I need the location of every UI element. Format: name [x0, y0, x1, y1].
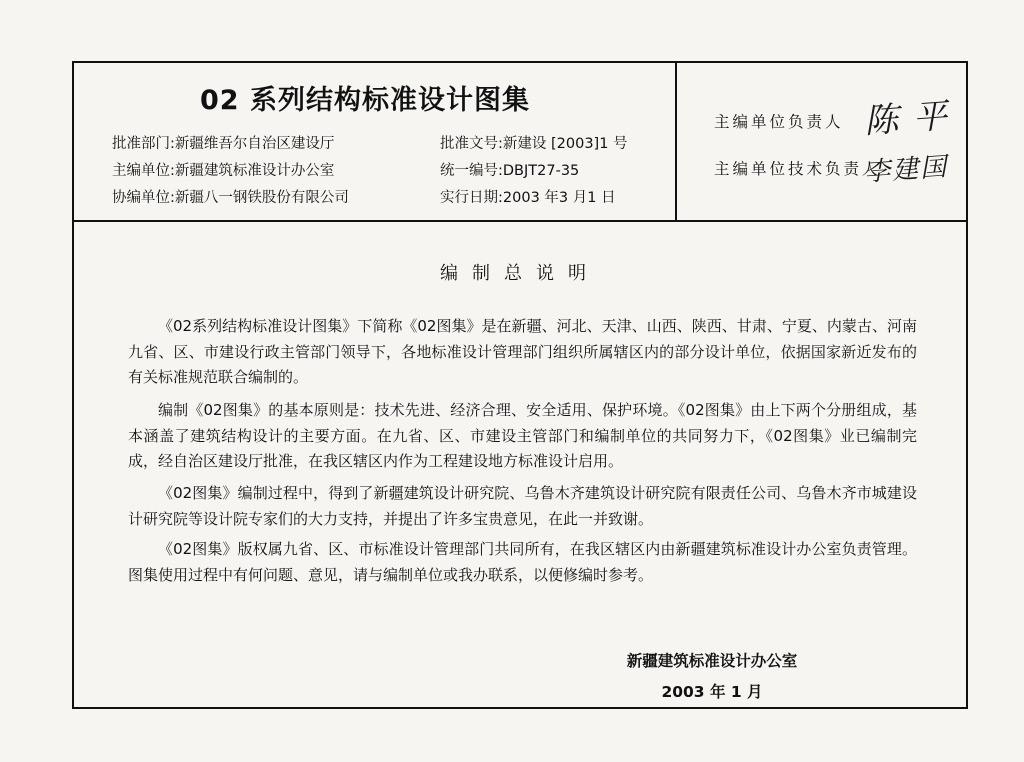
signoff-office: 新疆建筑标准设计办公室 [626, 652, 798, 670]
chief-unit-row [112, 159, 334, 180]
effective-date-value: 2003 年3 月1 日 [502, 190, 616, 206]
effective-date-row [440, 186, 616, 207]
approval-no-value: 新建设 [2003]1 号 [502, 136, 628, 152]
header-column-divider [675, 63, 677, 220]
chief-signature: 陈 平 [862, 96, 951, 142]
paragraph-2: 编制《02图集》的基本原则是：技术先进、经济合理、安全适用、保护环境。《02图集》由上下两个分册组成，基本涵盖了建筑结构设计的主要方面。在九省、区、市建设主管部门和编制单位的共同努力下，《02图集》业已编制完成，经自治区建设厅批准，在我区辖区内作为工程建设地方标准设计启用。 [128, 401, 917, 470]
approval-no-row [440, 132, 628, 153]
unified-no-label: 统一编号: [440, 163, 503, 179]
paragraph-1: 《02系列结构标准设计图集》下简称《02图集》是在新疆、河北、天津、山西、陕西、甘肃、宁夏、内蒙古、河南九省、区、市建设行政主管部门领导下，各地标准设计管理部门组织所属辖区内的部分设计单位，依据国家新近发布的有关标准规范联合编制的。 [128, 317, 917, 386]
paragraph-3: 《02图集》编制过程中，得到了新疆建筑设计研究院、乌鲁木齐建筑设计研究院有限责任公司、乌鲁木齐市城建设计研究院等设计院专家们的大力支持，并提出了许多宝贵意见，在此一并致谢。 [128, 484, 917, 528]
approval-dept-value: 新疆维吾尔自治区建设厅 [174, 136, 335, 152]
co-unit-row [112, 186, 349, 207]
signoff-date: 2003 年 1 月 [661, 683, 763, 701]
chief-responsible-label: 主编单位负责人 [714, 113, 844, 131]
approval-dept-label: 批准部门: [112, 136, 175, 152]
document-title: 02 系列结构标准设计图集 [200, 85, 530, 116]
approval-no-label: 批准文号: [440, 136, 503, 152]
chief-unit-label: 主编单位: [112, 163, 175, 179]
tech-signature: 李建国 [863, 152, 950, 188]
tech-responsible-label: 主编单位技术负责人 [714, 160, 881, 178]
document-frame [72, 61, 968, 709]
section-title: 编制总说明 [440, 263, 600, 284]
co-unit-label: 协编单位: [112, 190, 175, 206]
paragraph-4: 《02图集》版权属九省、区、市标准设计管理部门共同所有，在我区辖区内由新疆建筑标准设计办公室负责管理。图集使用过程中有何问题、意见，请与编制单位或我办联系，以便修编时参考。 [128, 540, 917, 584]
unified-no-row [440, 159, 579, 180]
approval-dept-row [112, 132, 334, 153]
co-unit-value: 新疆八一钢铁股份有限公司 [174, 190, 349, 206]
chief-unit-value: 新疆建筑标准设计办公室 [174, 163, 335, 179]
unified-no-value: DBJT27-35 [502, 163, 580, 179]
header-divider [74, 220, 966, 222]
effective-date-label: 实行日期: [440, 190, 503, 206]
